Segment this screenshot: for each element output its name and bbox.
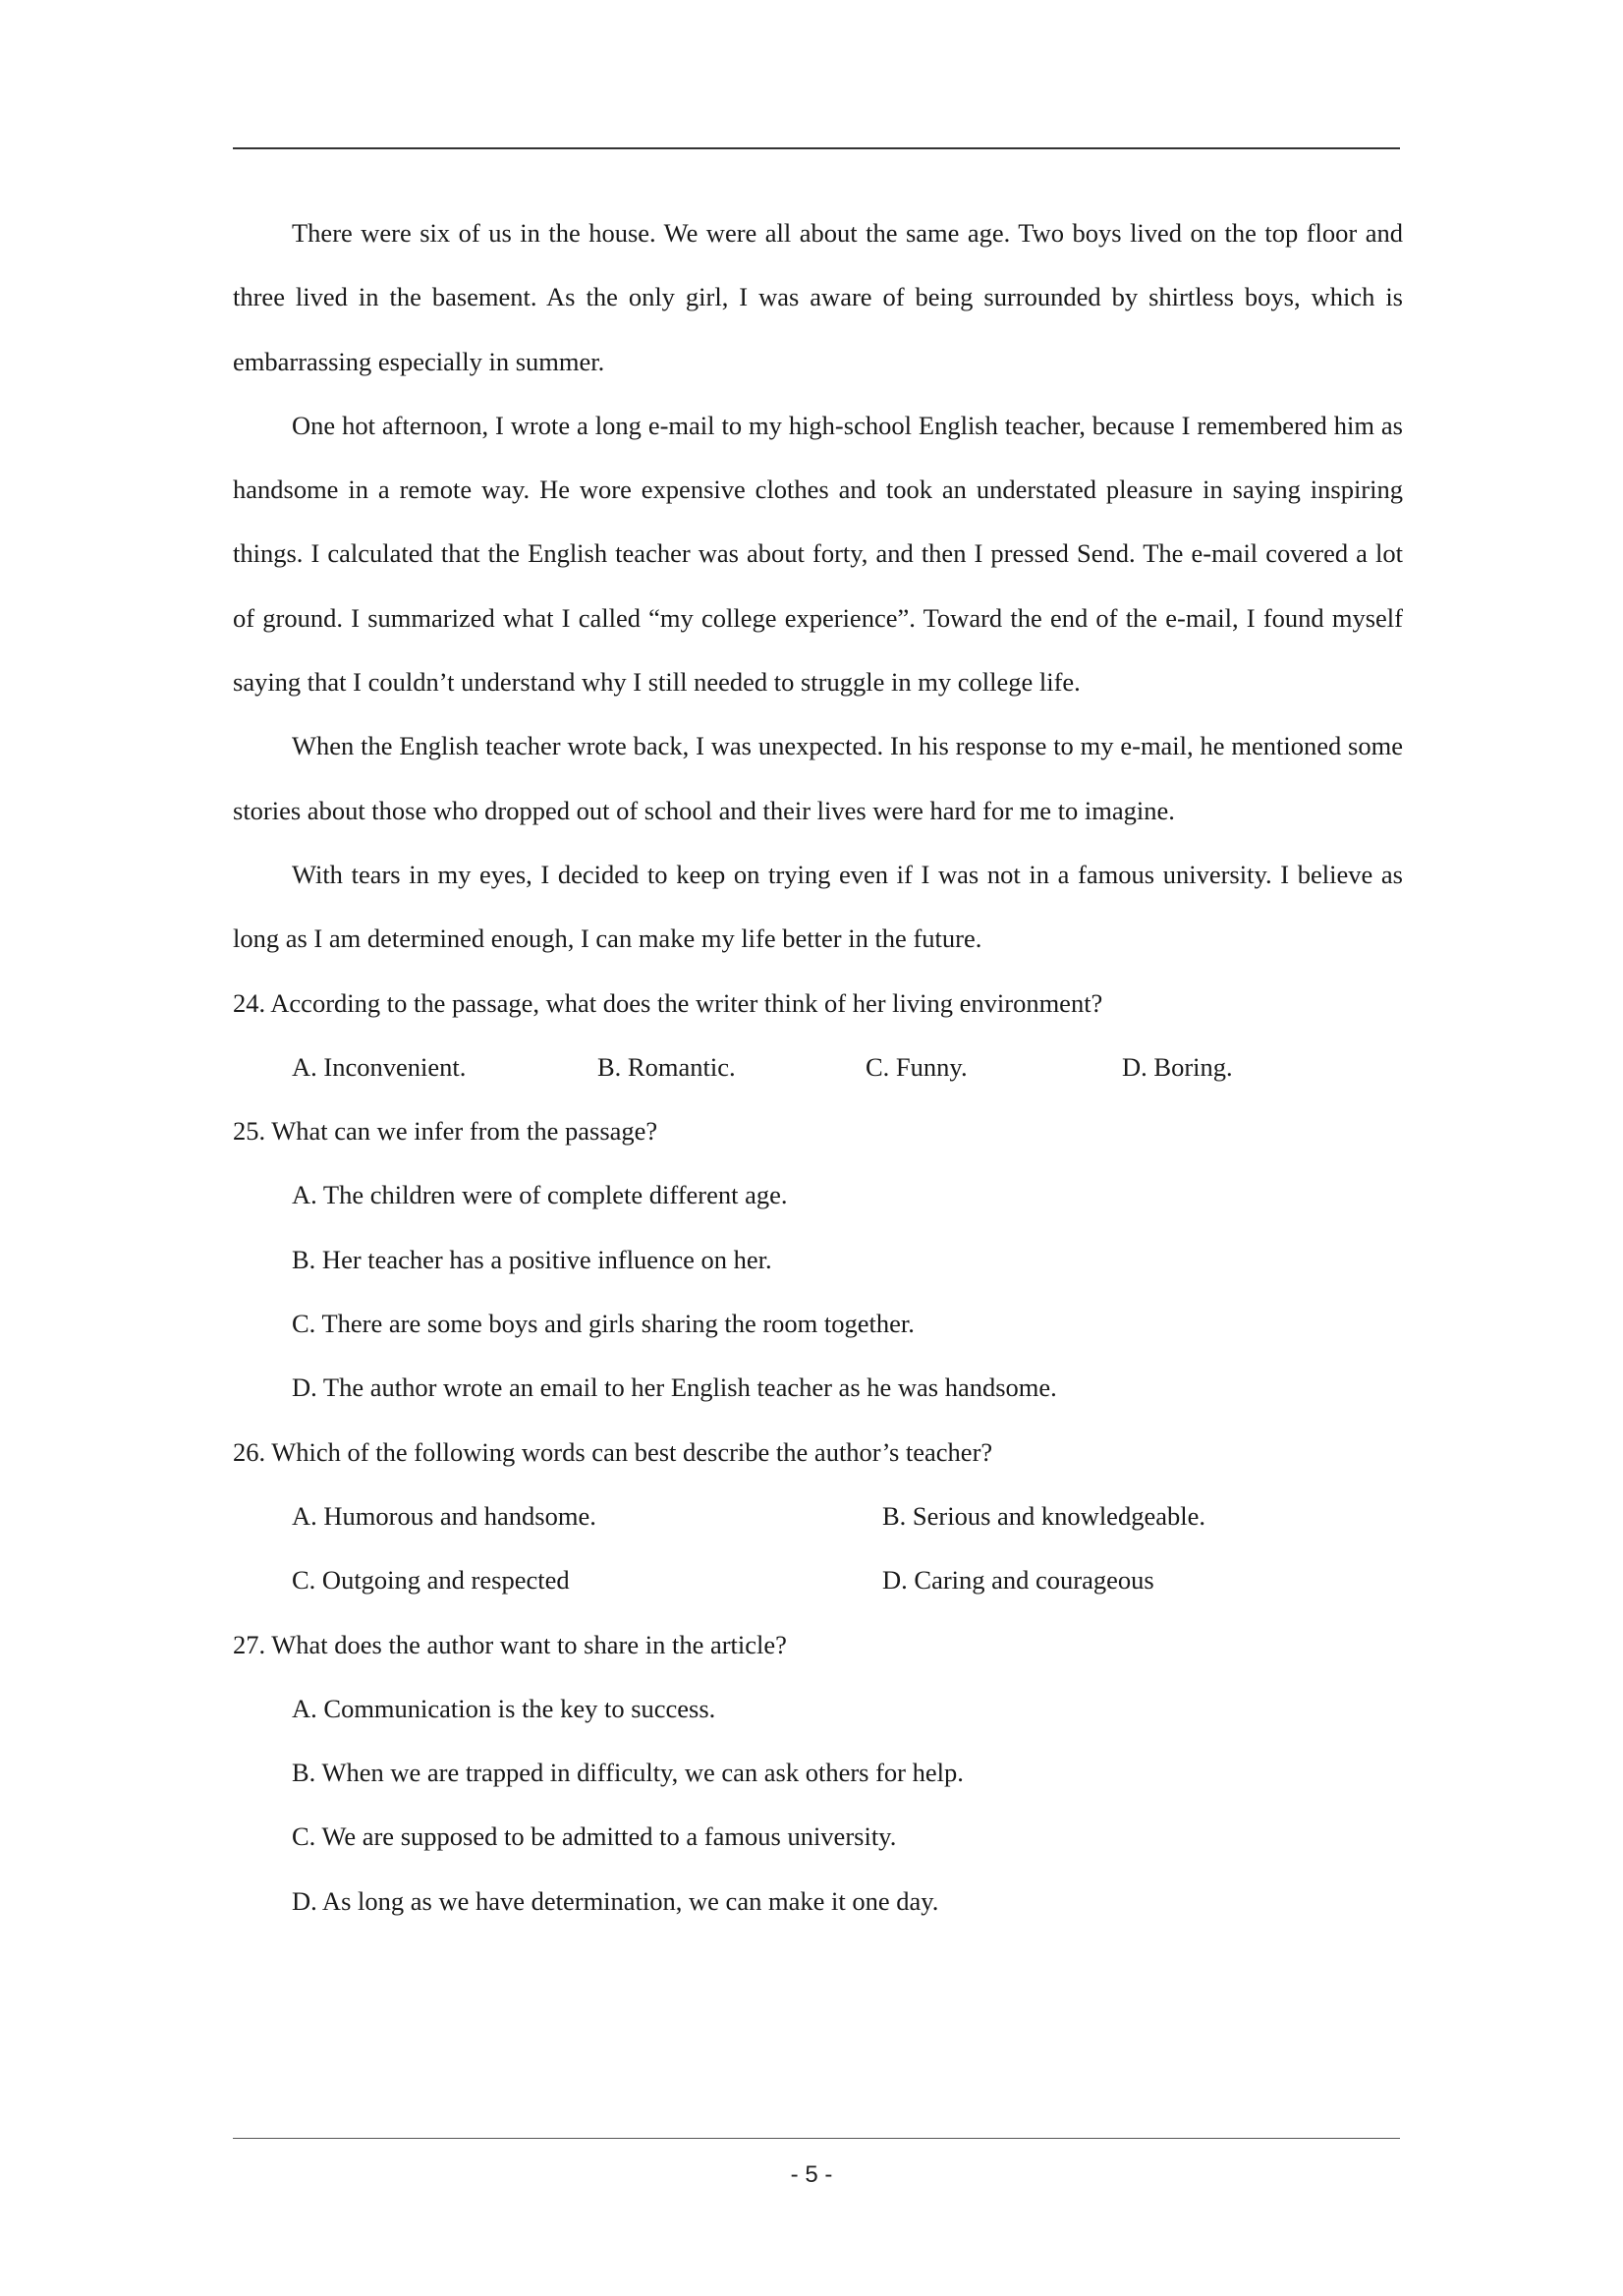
- question-26-options-row-1: [233, 1484, 1403, 1548]
- question-24-option-d: D. Boring.: [1122, 1051, 1233, 1082]
- passage-paragraph-3: When the English teacher wrote back, I was unexpected. In his response to my e-mail, he mentioned some stories about those who dropped out of school and their lives were hard for me to imagine.: [233, 731, 1403, 825]
- question-27-option-b: B. When we are trapped in difficulty, we can ask others for help.: [292, 1758, 964, 1788]
- question-26-options-row-2: [233, 1548, 1403, 1612]
- question-26-option-b: B. Serious and knowledgeable.: [882, 1500, 1205, 1531]
- question-24-option-a: A. Inconvenient.: [292, 1051, 467, 1082]
- question-25-option-b: B. Her teacher has a positive influence on her.: [292, 1244, 772, 1274]
- question-26-option-c: C. Outgoing and respected: [292, 1565, 570, 1596]
- footer-rule: [233, 2138, 1400, 2139]
- question-25-option-d: D. The author wrote an email to her English teacher as he was handsome.: [292, 1372, 1057, 1403]
- question-26-option-a: A. Humorous and handsome.: [292, 1500, 596, 1531]
- question-24-option-c: C. Funny.: [866, 1051, 968, 1082]
- question-27-option-a: A. Communication is the key to success.: [292, 1693, 716, 1723]
- question-27-stem: 27. What does the author want to share in the article?: [233, 1629, 787, 1659]
- passage-paragraph-1: There were six of us in the house. We were all about the same age. Two boys lived on the top floor and three lived in the basement. As the only girl, I was aware of being surrounded by shirtless boys, which is embarrassing especially in summer.: [233, 218, 1403, 376]
- passage-paragraph-4: With tears in my eyes, I decided to keep on trying even if I was not in a famous university. I believe as long as I am determined enough, I can make my life better in the future.: [233, 859, 1403, 954]
- question-24-stem: 24. According to the passage, what does the writer think of her living environment?: [233, 987, 1103, 1018]
- question-27-option-d: D. As long as we have determination, we can make it one day.: [292, 1885, 939, 1916]
- question-26-option-d: D. Caring and courageous: [882, 1565, 1154, 1596]
- question-27-option-c: C. We are supposed to be admitted to a famous university.: [292, 1821, 897, 1852]
- page-content: [233, 201, 1403, 1933]
- question-24-options: [233, 1036, 1403, 1099]
- question-24-option-b: B. Romantic.: [597, 1051, 736, 1082]
- passage-paragraph-2: One hot afternoon, I wrote a long e-mail to my high-school English teacher, because I remembered him as handsome in a remote way. He wore expensive clothes and took an understated pleasure in saying inspiring things. I calculated that the English teacher was about forty, and then I pressed Send. The e-mail covered a lot of ground. I summarized what I called “my college experience”. Toward the end of the e-mail, I found myself saying that I couldn’t understand why I still needed to struggle in my college life.: [233, 410, 1403, 698]
- question-25-option-a: A. The children were of complete different age.: [292, 1180, 788, 1210]
- page-number: - 5 -: [790, 2161, 833, 2188]
- question-26-stem: 26. Which of the following words can best describe the author’s teacher?: [233, 1436, 993, 1467]
- header-rule: [233, 147, 1400, 149]
- question-25-option-c: C. There are some boys and girls sharing the room together.: [292, 1309, 915, 1339]
- question-25-stem: 25. What can we infer from the passage?: [233, 1116, 658, 1147]
